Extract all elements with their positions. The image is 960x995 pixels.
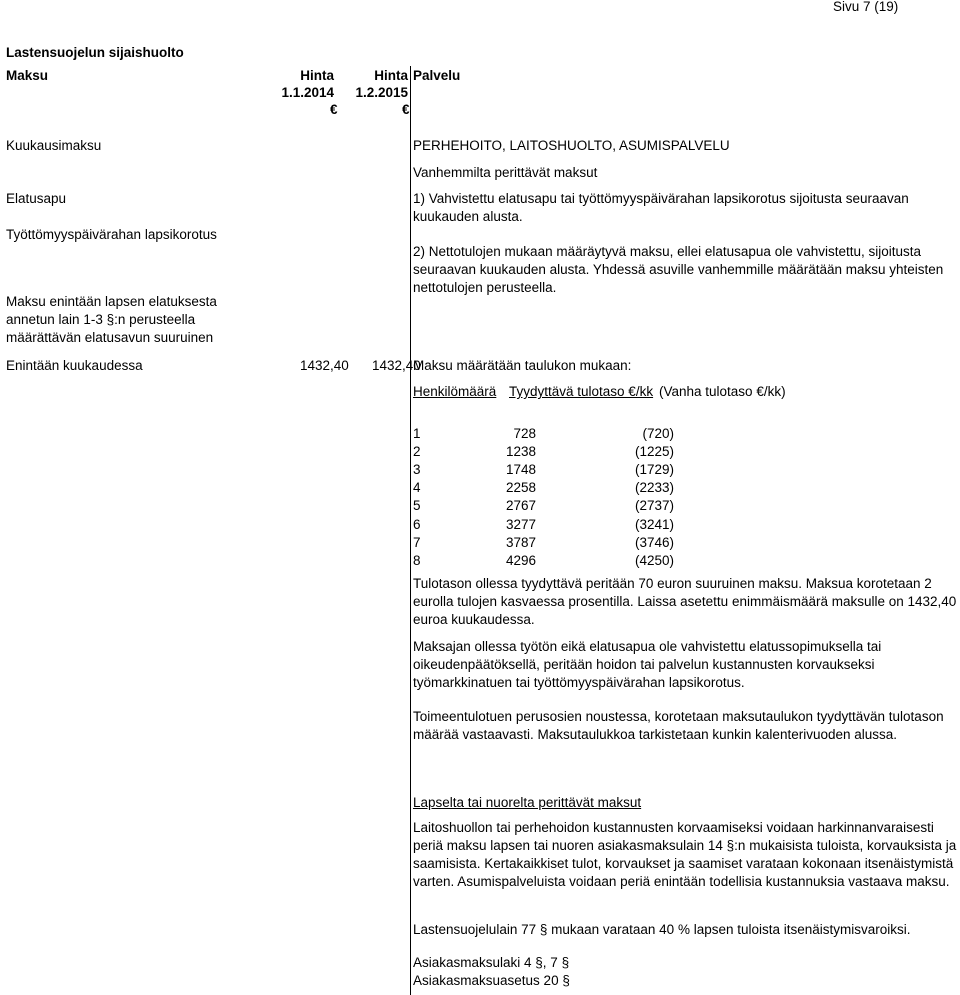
- header-date-2015: 1.2.2015: [355, 85, 408, 100]
- rule-1: [413, 190, 909, 226]
- table-cell-tulotaso: 728: [513, 426, 536, 441]
- table-cell-henkilomaara: 1: [413, 426, 421, 441]
- note-3-line: määrää vastaavasti. Maksutaulukkoa tarkistetaan kunkin kalenterivuoden alussa.: [413, 727, 898, 742]
- table-cell-tulotaso: 2767: [505, 498, 536, 514]
- note-1: [413, 575, 956, 629]
- header-hinta-2014: Hinta: [300, 68, 334, 83]
- table-cell-vanha: (2737): [634, 498, 674, 514]
- table-cell-vanha: (4250): [634, 552, 674, 568]
- label-enintaan-kuukaudessa: Enintään kuukaudessa: [6, 358, 143, 373]
- table-cell-vanha: (1225): [634, 444, 674, 460]
- table-cell-vanha: (720): [642, 426, 674, 441]
- lapselta-text-line: Laitoshuollon tai perhehoidon kustannusten korvaamiseksi voidaan harkinnanvaraisesti: [413, 820, 934, 835]
- label-elatusapu: Elatusapu: [6, 191, 67, 206]
- note-3-line: Toimeentulotuen perusosien noustessa, korotetaan maksutaulukon tyydyttävän tulotason: [413, 709, 944, 724]
- price-2014: 1432,40: [300, 358, 349, 373]
- table-header-tyydyttava: Tyydyttävä tulotaso €/kk: [509, 384, 654, 399]
- law-reference-1: Asiakasmaksulaki 4 §, 7 §: [413, 955, 570, 970]
- header-palvelu: Palvelu: [413, 68, 461, 83]
- label-maksu-enintaan-line: Maksu enintään lapsen elatuksesta: [6, 294, 217, 309]
- rule-2-line: nettotulojen perusteella.: [413, 280, 557, 295]
- table-cell-henkilomaara: 4: [413, 480, 421, 496]
- note-1-line: Tulotason ollessa tyydyttävä peritään 70 euron suuruinen maksu. Maksua korotetaan 2: [413, 576, 932, 591]
- lsl-note: Lastensuojelulain 77 § mukaan varataan 40 % lapsen tuloista itsenäistymisvaroiksi.: [413, 922, 911, 937]
- note-1-line: eurolla tulojen kasvaessa prosentilla. Laissa asetettu enimmäismäärä maksulle on 1432,40: [413, 594, 957, 609]
- euro-sign-2015: €: [402, 102, 410, 117]
- law-reference-2: Asiakasmaksuasetus 20 §: [413, 973, 570, 988]
- table-header-vanha: (Vanha tulotaso €/kk): [659, 384, 786, 399]
- note-2-line: oikeudenpäätöksellä, peritään hoidon tai palvelun kustannusten korvaukseksi: [413, 657, 875, 672]
- header-date-2014: 1.1.2014: [281, 85, 334, 100]
- table-cell-tulotaso: 3787: [505, 534, 536, 550]
- rule-1-line: 1) Vahvistettu elatusapu tai työttömyyspäivärahan lapsikorotus sijoitusta seuraavan: [413, 191, 909, 206]
- label-kuukausimaksu: Kuukausimaksu: [6, 138, 102, 153]
- note-1-line: euroa kuukaudessa.: [413, 612, 535, 627]
- page-number: Sivu 7 (19): [833, 0, 899, 14]
- table-cell-vanha: (2233): [634, 480, 674, 496]
- rule-2-line: 2) Nettotulojen mukaan määräytyvä maksu, ellei elatusapua ole vahvistettu, sijoitusta: [413, 244, 922, 259]
- table-cell-tulotaso: 2258: [505, 480, 536, 496]
- table-cell-henkilomaara: 5: [413, 498, 421, 514]
- table-cell-vanha: (3241): [634, 516, 674, 532]
- table-cell-tulotaso: 4296: [505, 552, 536, 568]
- column-divider: [410, 66, 411, 995]
- table-cell-tulotaso: 1748: [505, 462, 536, 478]
- table-cell-vanha: (1729): [634, 462, 674, 478]
- table-cell-henkilomaara: 6: [413, 516, 421, 532]
- table-header-henkilomaara: Henkilömäärä: [413, 384, 497, 399]
- lapselta-text-line: saamisista. Kertakaikkiset tulot, korvaukset ja saamiset varataan kokonaan itsenäistymistä: [413, 856, 954, 871]
- note-2: [413, 638, 881, 692]
- label-maksu-enintaan: [6, 293, 406, 347]
- price-2015: 1432,40: [372, 358, 421, 373]
- lapselta-text-line: varten. Asumispalveluista voidaan periä enintään todellisia kustannuksia vastaava maksu.: [413, 874, 950, 889]
- table-cell-tulotaso: 3277: [505, 516, 536, 532]
- table-cell-vanha: (3746): [634, 534, 674, 550]
- table-cell-henkilomaara: 7: [413, 534, 421, 550]
- note-2-line: Maksajan ollessa työtön eikä elatusapua ole vahvistettu elatussopimuksella tai: [413, 639, 882, 654]
- header-maksu: Maksu: [6, 68, 49, 83]
- rule-2: [413, 243, 943, 297]
- table-intro: Maksu määrätään taulukon mukaan:: [413, 358, 632, 373]
- euro-sign-2014: €: [330, 102, 338, 117]
- service-heading: PERHEHOITO, LAITOSHUOLTO, ASUMISPALVELU: [413, 138, 730, 153]
- rule-2-line: seuraavan kuukauden alusta. Yhdessä asuville vanhemmille määrätään maksu yhteisten: [413, 262, 944, 277]
- table-cell-tulotaso: 1238: [505, 444, 536, 460]
- lapselta-text: [413, 819, 956, 891]
- lapselta-text-line: periä maksu lapsen tai nuoren asiakasmaksulain 14 §:n mukaisista tuloista, korvauksista ja: [413, 838, 957, 853]
- label-maksu-enintaan-line: määrättävän elatusavun suuruinen: [6, 330, 214, 345]
- header-hinta-2015: Hinta: [374, 68, 408, 83]
- rule-1-line: kuukauden alusta.: [413, 209, 523, 224]
- label-maksu-enintaan-line: annetun lain 1-3 §:n perusteella: [6, 312, 196, 327]
- page-title: Lastensuojelun sijaishuolto: [6, 45, 184, 60]
- table-cell-henkilomaara: 8: [413, 552, 421, 568]
- table-cell-henkilomaara: 2: [413, 444, 421, 460]
- lapselta-heading: Lapselta tai nuorelta perittävät maksut: [413, 795, 642, 810]
- table-cell-henkilomaara: 3: [413, 462, 421, 478]
- note-3: [413, 708, 944, 744]
- service-subheading: Vanhemmilta perittävät maksut: [413, 165, 598, 180]
- note-2-line: työmarkkinatuen tai työttömyyspäivärahan lapsikorotus.: [413, 675, 745, 690]
- label-tyottomyys: Työttömyyspäivärahan lapsikorotus: [6, 227, 217, 242]
